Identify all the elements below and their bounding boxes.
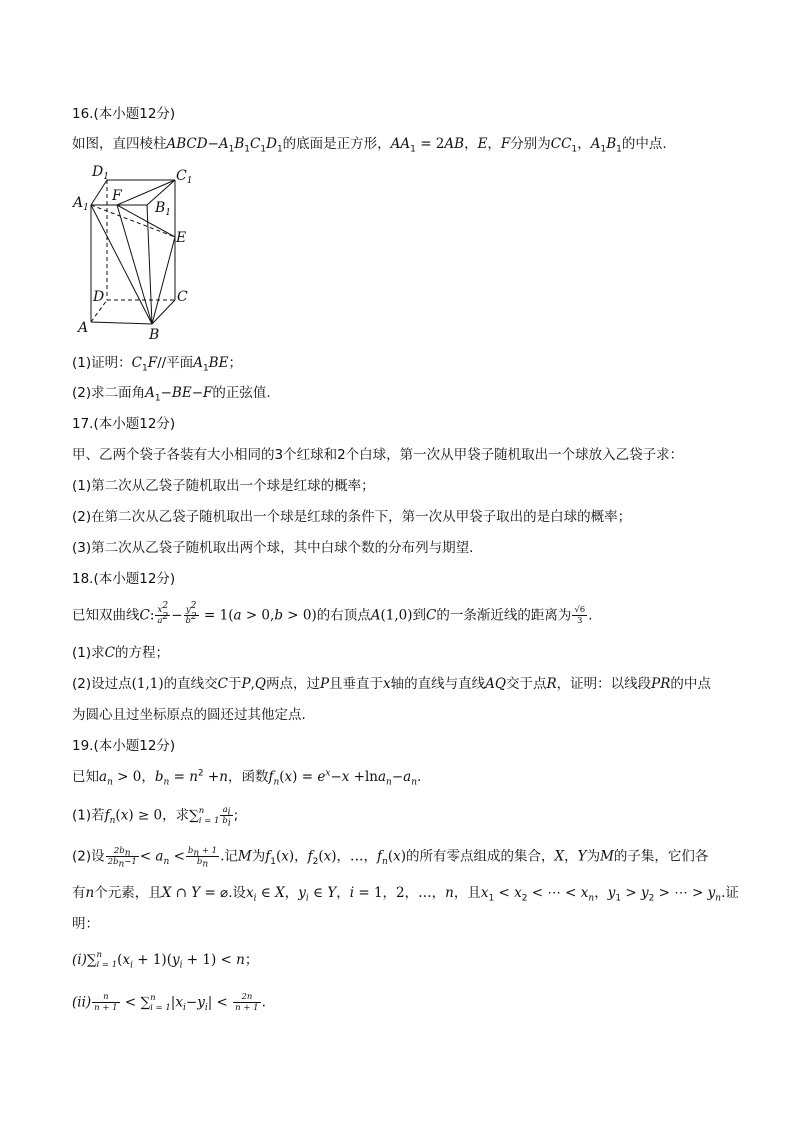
q19-part2-line2: 有n个元素，且X ∩ Y = ⌀.设$x_i$ ∈ X，$y_i$ ∈ Y，i = 1，2，…，n，且$x_1 < x_2$ < ⋯ < $x_n$，$y_1 > y_2$ > ⋯ > $y_n$.证 [72, 885, 739, 904]
q16-header: 16.(本小题12分) [72, 106, 176, 122]
q19-part-i: (i)∑ n i = 1 $(x_i + 1)(y_i + 1) < n$； [72, 950, 259, 971]
q18-part1: (1)求C的方程； [72, 645, 169, 661]
prism-figure [72, 160, 202, 344]
q17-header: 17.(本小题12分) [72, 416, 176, 432]
q19-part2-line3: 明： [72, 916, 99, 932]
q19-header: 19.(本小题12分) [72, 738, 176, 754]
label-C1: $C_1$ [176, 168, 193, 186]
q18-part2: (2)设过点(1,1)的直线交C于P,Q两点，过P且垂直于x轴的直线与直线AQ交于点R，证明：以线段PR的中点 [72, 676, 711, 692]
q17-part2: (2)在第二次从乙袋子随机取出一个球是红球的条件下，第一次从甲袋子取出的是白球的概率； [72, 509, 632, 525]
label-B1: $B_1$ [155, 200, 172, 218]
q16-part2: (2)求二面角$A_1-BE-F$的正弦值. [72, 385, 271, 404]
label-A1: $A_1$ [73, 195, 89, 213]
q19-part2: (2)设 $\frac{2b_n}{2b_n-1}$ < $a_n$ < $\frac{b_n + 1}{b_n}$ .记M为$f_1(x)$，$f_2(x)$，…，$f_n(x)$的所有零点组成的集合，X，Y为M的子集，它们各 [72, 846, 709, 870]
q17-part3: (3)第二次从乙袋子随机取出两个球，其中白球个数的分布列与期望. [72, 540, 474, 556]
q18-header: 18.(本小题12分) [72, 571, 176, 587]
label-D: D [93, 289, 105, 305]
q16-part1: (1)证明：$C_1F//$平面$A_1BE$； [72, 355, 242, 374]
q17-stem: 甲、乙两个袋子各装有大小相同的3个红球和2个白球，第一次从甲袋子随机取出一个球放入乙袋子求： [72, 447, 684, 463]
label-E: E [176, 230, 187, 246]
label-D1: $D_1$ [92, 164, 109, 182]
label-F: F [112, 188, 122, 204]
label-C: C [177, 289, 188, 305]
label-A: A [78, 320, 89, 336]
label-B: B [149, 327, 160, 343]
q18-stem: 已知双曲线C: $\frac{x^2}{a^2}$ − $\frac{y^2}{b^2}$ = 1(a > 0,b > 0)的右顶点A(1,0)到C的一条渐近线的距离为 $\frac{√6}{3}$ . [72, 601, 593, 626]
q18-part2-cont: 为圆心且过坐标原点的圆还过其他定点. [72, 707, 306, 723]
q17-part1: (1)第二次从乙袋子随机取出一个球是红球的概率； [72, 478, 375, 494]
q16-stem: 如图，直四棱柱$ABCD-A_1B_1C_1D_1$的底面是正方形，$AA_1 = 2AB$，E，F分别为$CC_1$，$A_1B_1$的中点. [72, 136, 667, 155]
q19-stem: 已知$a_n > 0$，$b_n = n^2 +n$，函数$f_n(x) = e^x-x +\ln a_n-a_n$. [72, 768, 422, 788]
q19-part1: (1)若$f_n(x) \ge 0$，求∑ n i = 1 $\frac{a_i}{b_i}$ ; [72, 805, 239, 829]
q19-part-ii: (ii) $\frac{n}{n + 1}$ < ∑ n i = 1 $|x_i-y_i|$ < $\frac{2n}{n + 1}$ . [72, 992, 266, 1014]
